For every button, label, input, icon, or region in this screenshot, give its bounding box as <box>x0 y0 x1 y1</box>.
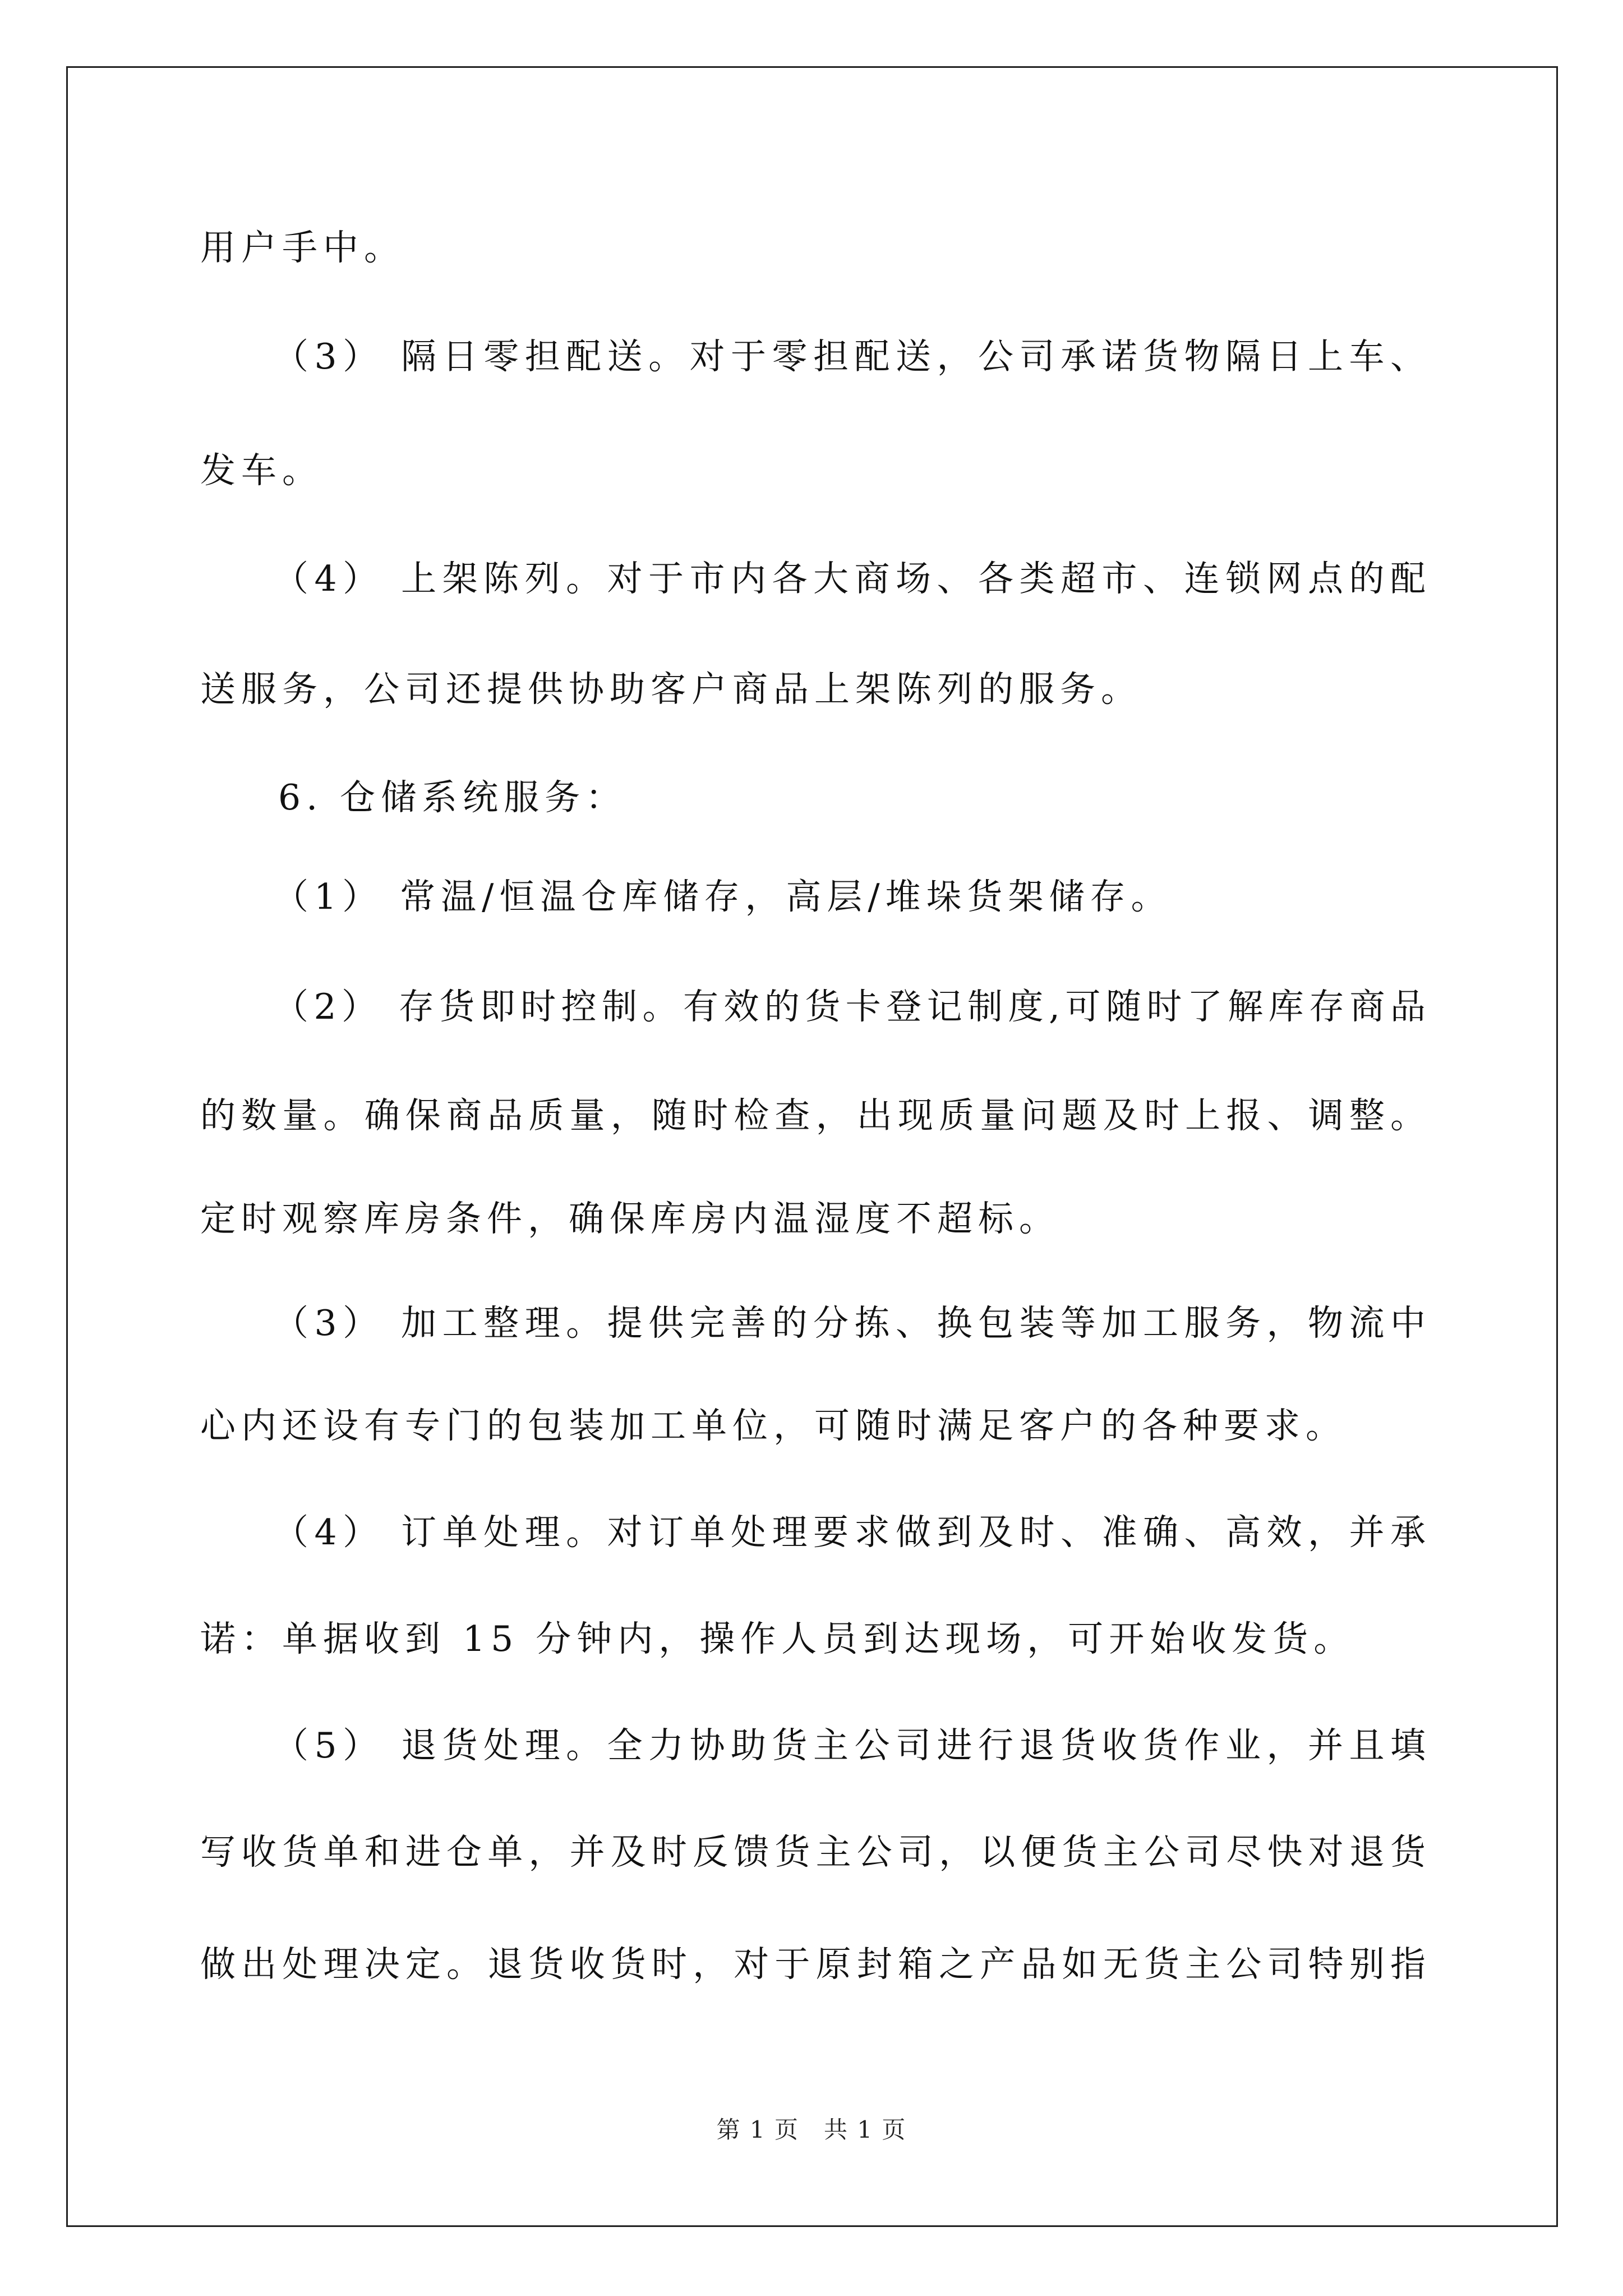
text-line: 诺：单据收到 15 分钟内，操作人员到达现场，可开始收发货。 <box>200 1618 1355 1659</box>
text-line: 送服务，公司还提供协助客户商品上架陈列的服务。 <box>200 669 1142 710</box>
text-line: （2） 存货即时控制。有效的货卡登记制度,可随时了解库存商品 <box>273 986 1426 1027</box>
text-line: （4） 订单处理。对订单处理要求做到及时、准确、高效，并承 <box>273 1512 1426 1553</box>
text-line: （1） 常温/恒温仓库储存，高层/堆垛货架储存。 <box>273 876 1172 917</box>
text-line: （3） 加工整理。提供完善的分拣、换包装等加工服务，物流中 <box>273 1303 1426 1343</box>
page-footer: 第 1 页 共 1 页 <box>716 2116 907 2143</box>
text-line: （4） 上架陈列。对于市内各大商场、各类超市、连锁网点的配 <box>273 558 1426 599</box>
text-line: （3） 隔日零担配送。对于零担配送，公司承诺货物隔日上车、 <box>273 336 1426 377</box>
section-heading: 6. 仓储系统服务： <box>278 777 627 818</box>
text-line: 的数量。确保商品质量，随时检查，出现质量问题及时上报、调整。 <box>200 1095 1426 1136</box>
text-line: 写收货单和进仓单，并及时反馈货主公司，以便货主公司尽快对退货 <box>200 1832 1426 1872</box>
text-line: （5） 退货处理。全力协助货主公司进行退货收货作业，并且填 <box>273 1725 1426 1766</box>
text-line: 做出处理决定。退货收货时，对于原封箱之产品如无货主公司特别指 <box>200 1944 1426 1985</box>
text-line: 心内还设有专门的包装加工单位，可随时满足客户的各种要求。 <box>200 1405 1347 1446</box>
text-line: 发车。 <box>200 450 323 491</box>
text-line: 用户手中。 <box>200 227 405 268</box>
text-line: 定时观察库房条件，确保库房内温湿度不超标。 <box>200 1198 1060 1239</box>
page-border <box>66 66 1558 2227</box>
